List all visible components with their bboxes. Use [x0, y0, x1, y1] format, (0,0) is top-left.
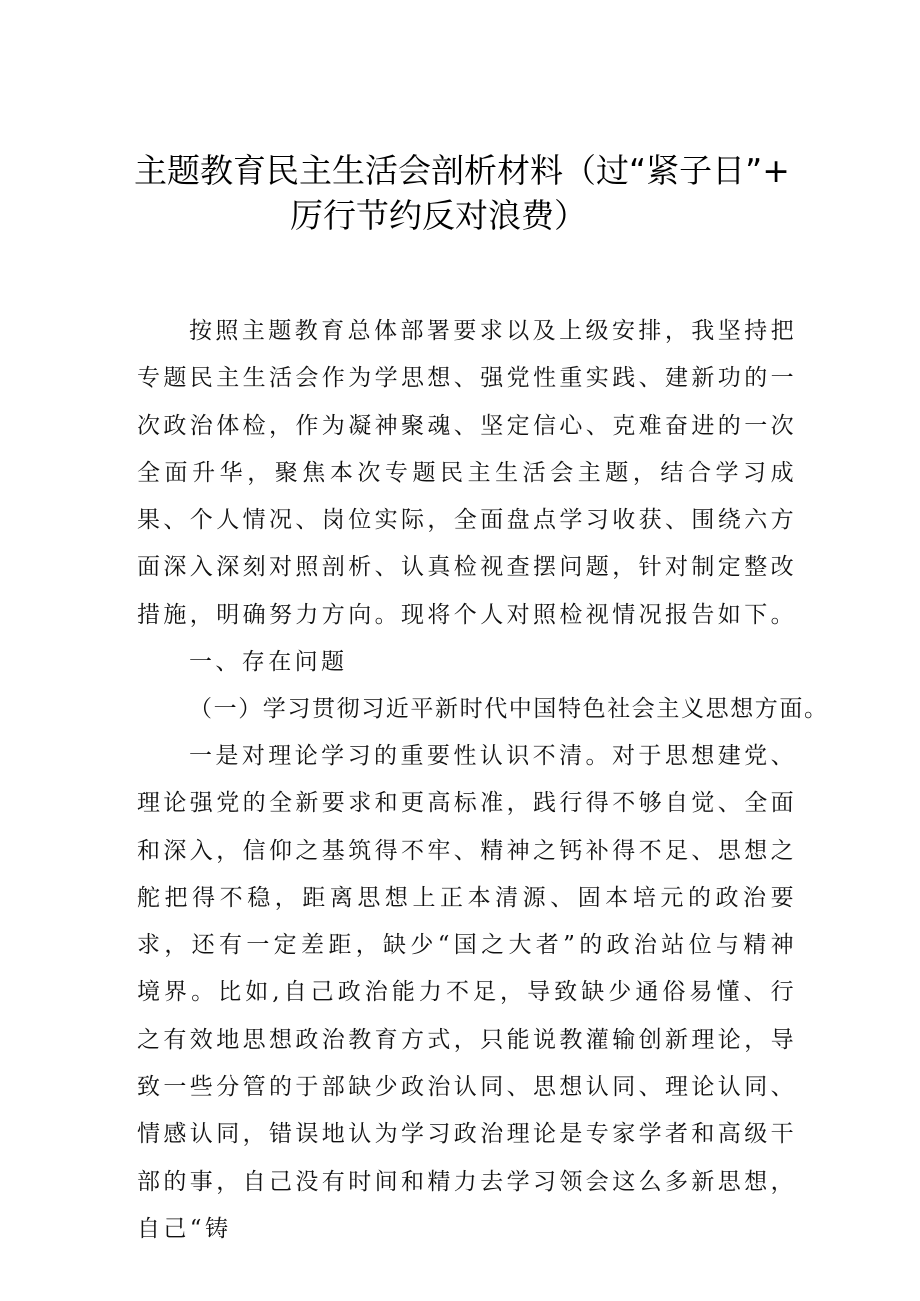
section-heading: 一、存在问题	[189, 649, 348, 675]
intro-paragraph: 按照主题教育总体部署要求以及上级安排，我坚持把专题民主生活会作为学思想、强党性重实践、建新功的一次政治体检，作为凝神聚魂、坚定信心、克难奋进的一次全面升华，聚焦本次专题民主生活会主题，结合学习成果、个人情况、岗位实际，全面盘点学习收获、围绕六方面深入深刻对照剖析、认真检视查摆问题，针对制定整改措施，明确努力方向。现将个人对照检视情况报告如下。	[137, 318, 797, 628]
document-title-line-2: 厉行节约反对浪费）	[290, 196, 587, 235]
section-heading-block	[137, 639, 797, 686]
point-paragraph-block	[137, 733, 797, 1253]
point-paragraph: 一是对理论学习的重要性认识不清。对于思想建党、理论强党的全新要求和更高标准，践行得不够自觉、全面和深入，信仰之基筑得不牢、精神之钙补得不足、思想之舵把得不稳，距离思想上正本清源、固本培元的政治要求，还有一定差距，缺少“国之大者”的政治站位与精神境界。比如,自己政治能力不足，导致缺少通俗易懂、行之有效地思想政治教育方式，只能说教灌输创新理论，导致一些分管的于部缺少政治认同、思想认同、理论认同、情感认同，错误地认为学习政治理论是专家学者和高级干部的事，自己没有时间和精力去学习领会这么多新思想，自己“铸	[137, 743, 797, 1242]
subsection-heading-block	[137, 686, 829, 733]
document-title-line-1: 主题教育民主生活会剖析材料（过“紧子日”+	[134, 151, 790, 190]
intro-paragraph-block	[137, 308, 797, 639]
subsection-heading: （一）学习贯彻习近平新时代中国特色社会主义思想方面。	[189, 696, 829, 722]
